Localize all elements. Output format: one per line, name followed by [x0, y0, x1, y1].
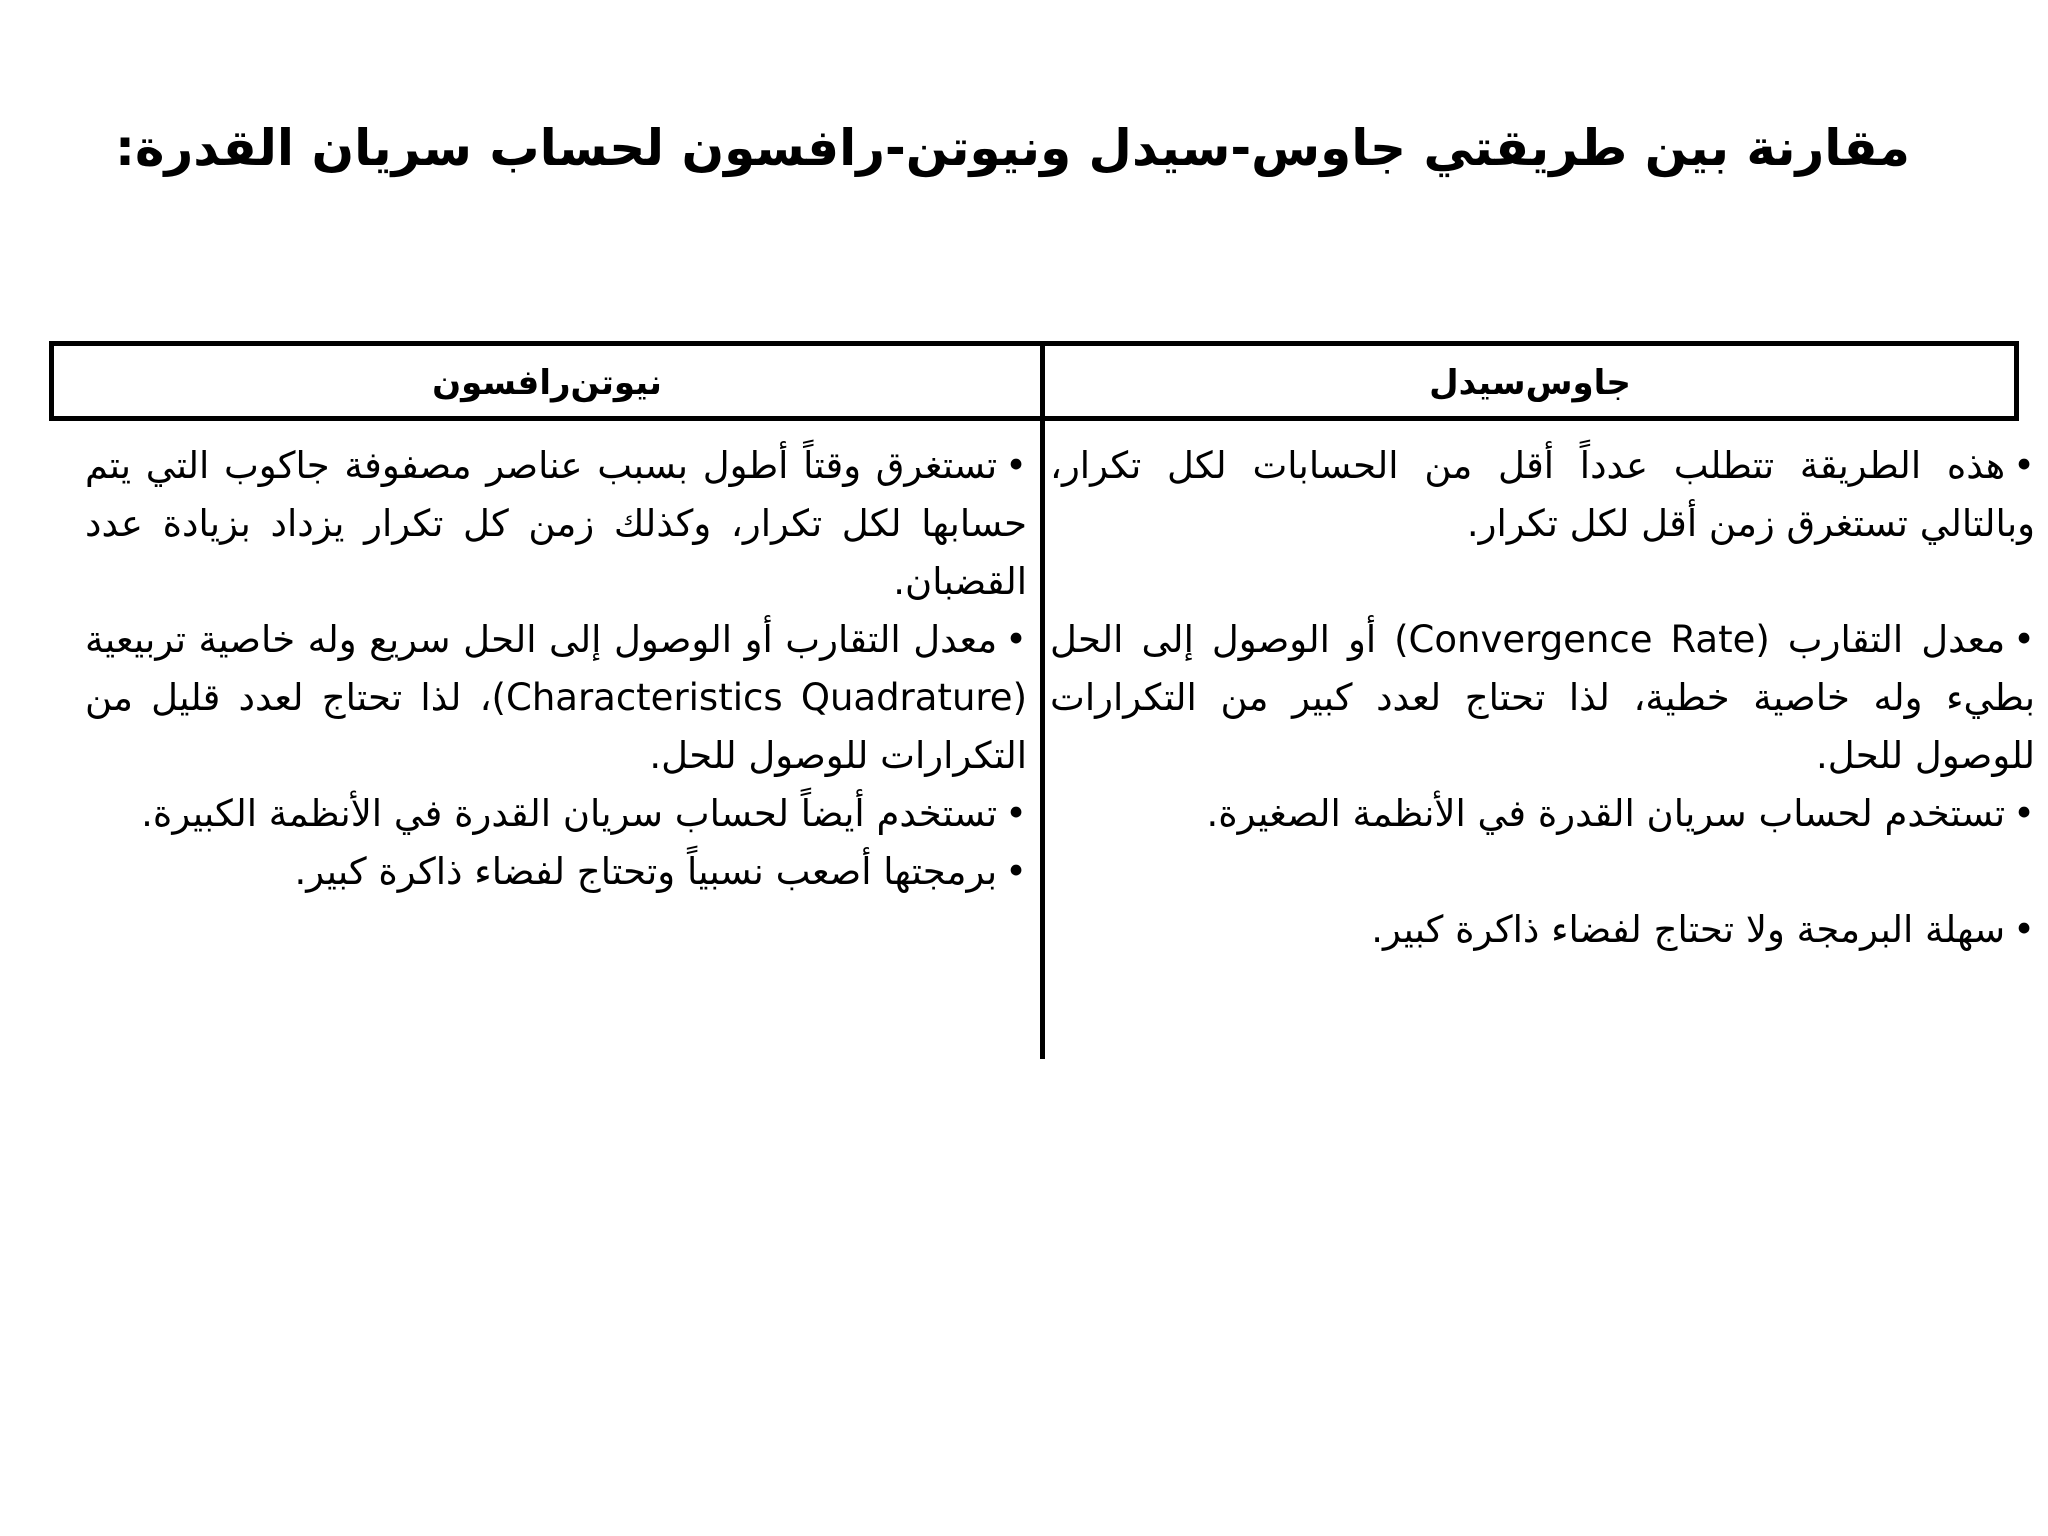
newton-raphson-item-3: [85, 785, 1027, 843]
newton-raphson-column: [85, 437, 1027, 901]
item-text: تستخدم أيضاً لحساب سريان القدرة في الأنظمة الكبيرة.: [141, 792, 998, 835]
bullet: •: [2013, 792, 2035, 835]
gauss-seidel-item-4: [1050, 901, 2035, 959]
item-text: معدل التقارب (Convergence Rate) أو الوصول إلى الحل بطيء وله خاصية خطية، لذا تحتاج لعدد كبير من التكرارات للوصول للحل.: [1050, 618, 2035, 777]
gauss-seidel-item-3: [1050, 785, 2035, 843]
bullet: •: [1005, 850, 1027, 893]
bullet: •: [1005, 444, 1027, 487]
item-text: تستخدم لحساب سريان القدرة في الأنظمة الصغيرة.: [1206, 792, 2006, 835]
gauss-seidel-item-1: [1050, 437, 2035, 553]
newton-raphson-item-2: [85, 611, 1027, 785]
bullet: •: [1005, 792, 1027, 835]
item-text: معدل التقارب أو الوصول إلى الحل سريع وله خاصية تربيعية (Characteristics Quadrature)، لذا تحتاج لعدد قليل من التكرارات للوصول للحل.: [85, 618, 1027, 777]
item-text: تستغرق وقتاً أطول بسبب عناصر مصفوفة جاكوب التي يتم حسابها لكل تكرار، وكذلك زمن كل تكرار يزداد بزيادة عدد القضبان.: [85, 444, 1027, 603]
header-gauss-seidel: جاوس‌سيدل: [1429, 363, 1631, 403]
gauss-seidel-column: [1050, 437, 2035, 959]
item-text: برمجتها أصعب نسبياً وتحتاج لفضاء ذاكرة كبير.: [294, 850, 998, 893]
bullet: •: [1005, 618, 1027, 661]
bullet: •: [2013, 908, 2035, 951]
header-newton-raphson: نيوتن‌رافسون: [432, 363, 662, 403]
gauss-seidel-item-2: [1050, 611, 2035, 785]
column-divider: [1040, 341, 1045, 1059]
item-text: سهلة البرمجة ولا تحتاج لفضاء ذاكرة كبير.: [1371, 908, 2006, 951]
bullet: •: [2013, 444, 2035, 487]
newton-raphson-item-1: [85, 437, 1027, 611]
item-text: هذه الطريقة تتطلب عدداً أقل من الحسابات لكل تكرار، وبالتالي تستغرق زمن أقل لكل تكرار.: [1050, 444, 2035, 545]
newton-raphson-item-4: [85, 843, 1027, 901]
bullet: •: [2013, 618, 2035, 661]
page-title: مقارنة بين طريقتي جاوس-سيدل ونيوتن-رافسون لحساب سريان القدرة:: [114, 119, 1910, 177]
